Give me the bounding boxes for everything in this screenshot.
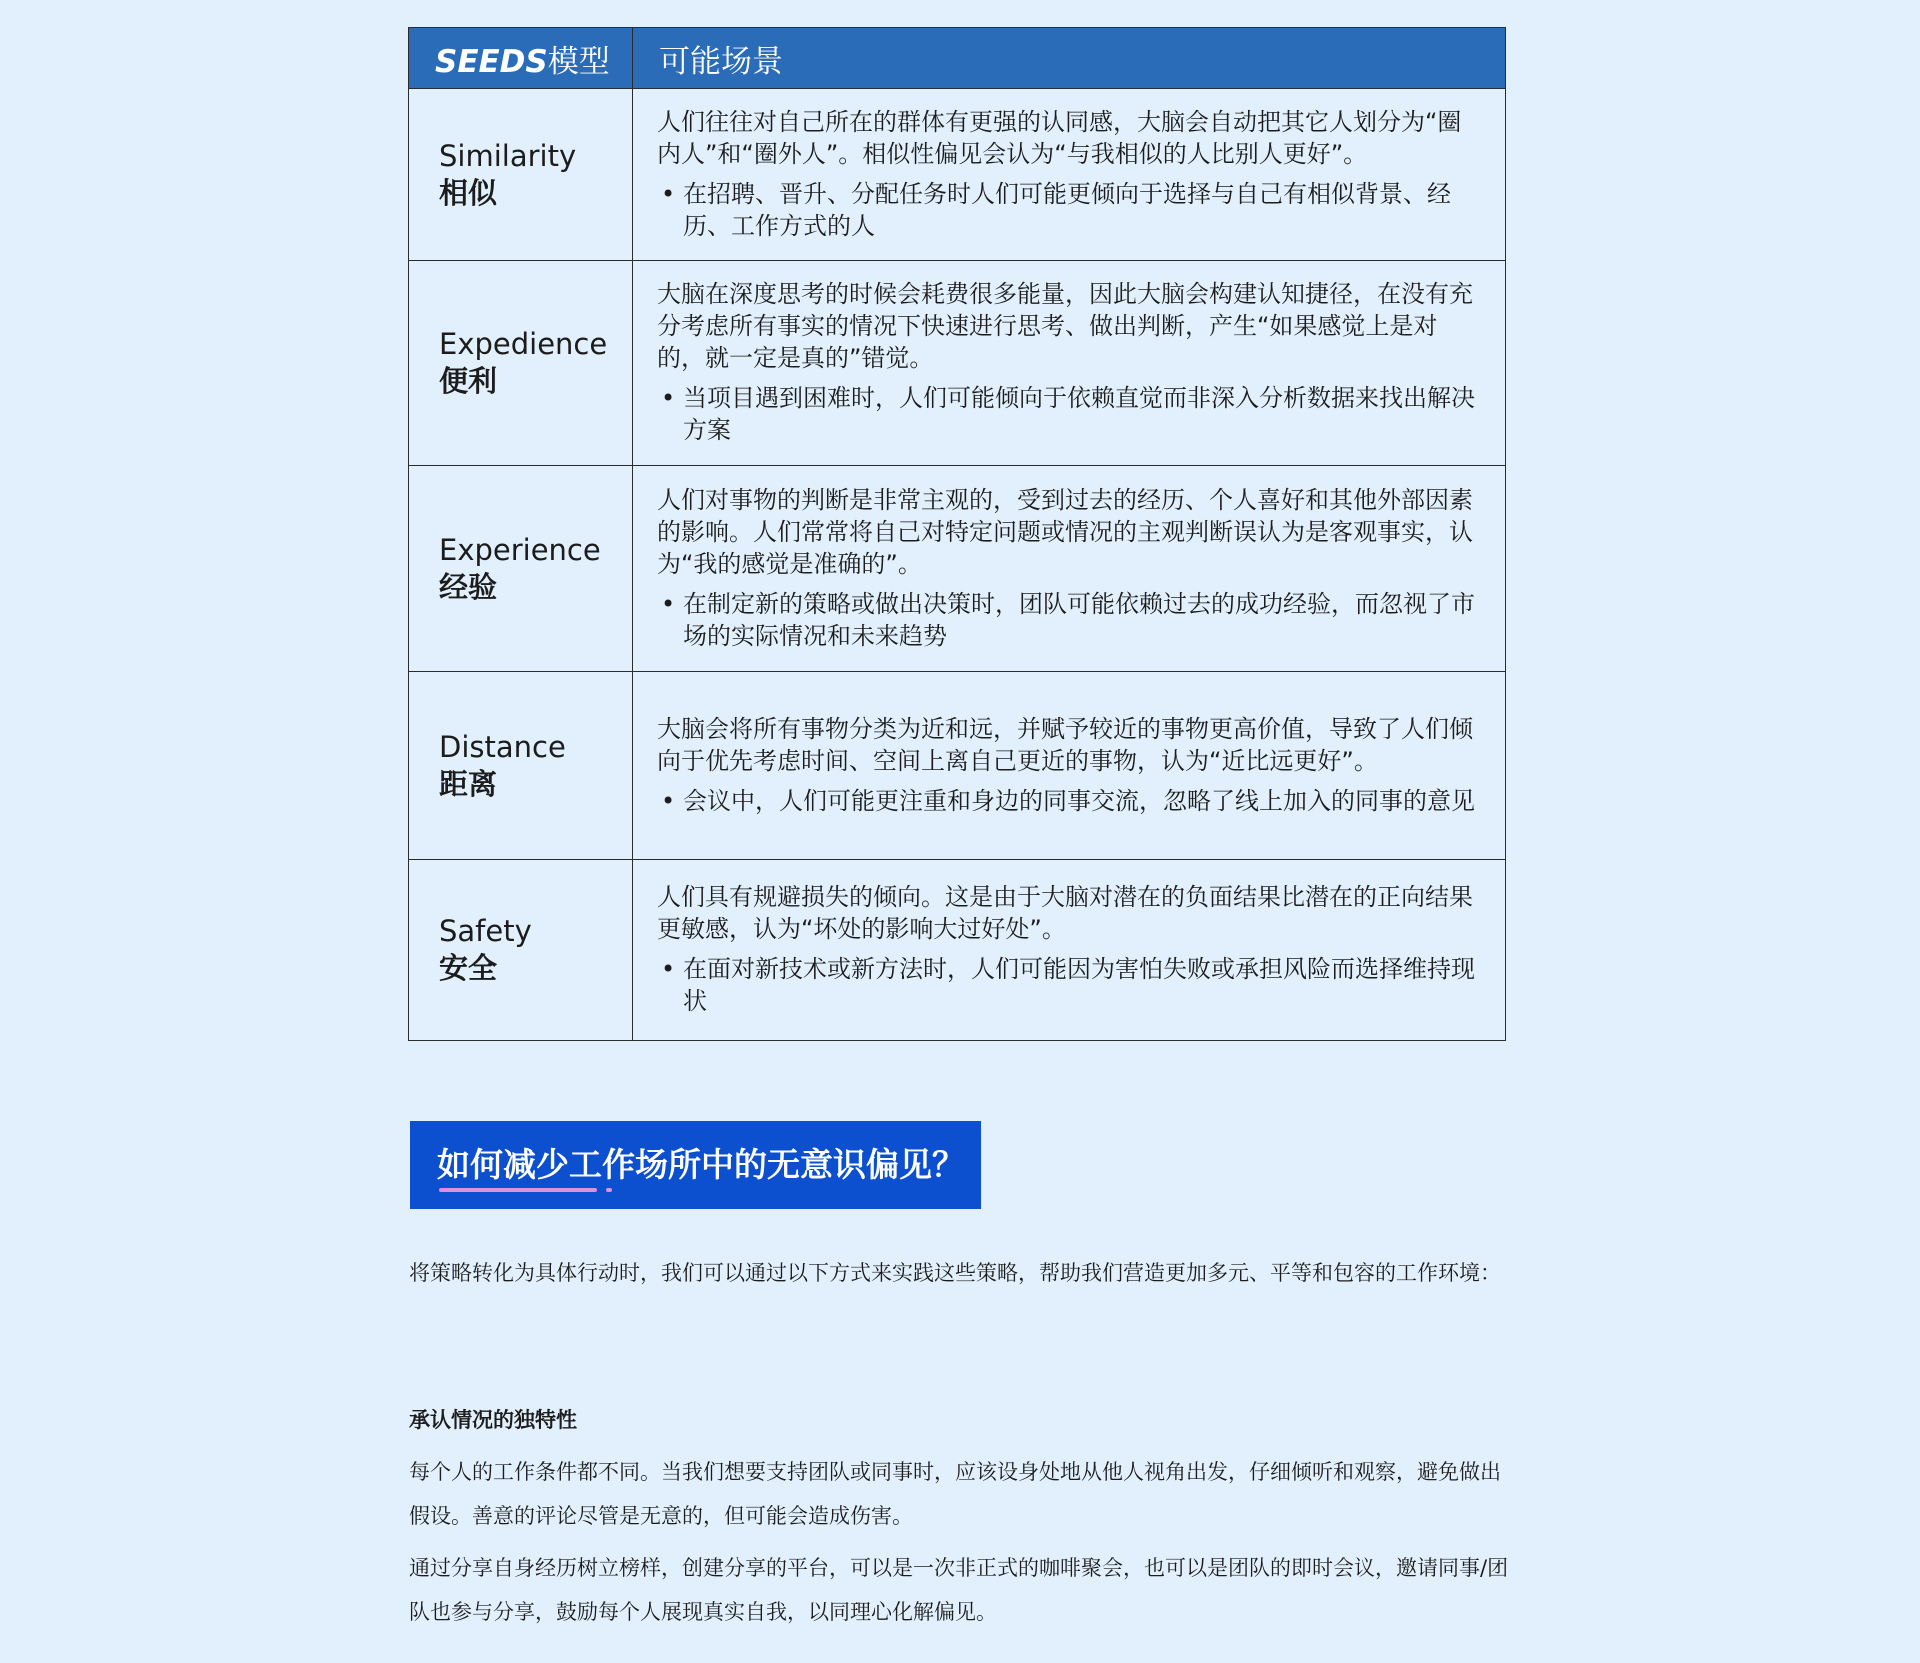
section-title bbox=[410, 1121, 981, 1209]
scenario-bullet-text: 当项目遇到困难时，人们可能倾向于依赖直觉而非深入分析数据来找出解决方案 bbox=[683, 384, 1475, 444]
table-row-safety bbox=[409, 860, 1506, 1041]
model-cell bbox=[409, 860, 633, 1041]
scenario-cell bbox=[633, 860, 1506, 1041]
scenario-bullet bbox=[657, 382, 1481, 446]
body-paragraph-1 bbox=[409, 1450, 1509, 1538]
model-cell bbox=[409, 261, 633, 466]
scenario-cell bbox=[633, 89, 1506, 261]
scenario-cell bbox=[633, 672, 1506, 860]
scenario-bullet bbox=[657, 785, 1481, 817]
table-row-expedience bbox=[409, 261, 1506, 466]
scenario-description: 大脑会将所有事物分类为近和远，并赋予较近的事物更高价值，导致了人们倾向于优先考虑时间、空间上离自己更近的事物，认为“近比远更好”。 bbox=[657, 714, 1473, 775]
table-header-row bbox=[409, 28, 1506, 89]
scenario-description: 人们对事物的判断是非常主观的，受到过去的经历、个人喜好和其他外部因素的影响。人们常常将自己对特定问题或情况的主观判断误认为是客观事实，认为“我的感觉是准确的”。 bbox=[657, 485, 1473, 578]
model-zh: 安全 bbox=[439, 951, 498, 985]
header-scenario: 可能场景 bbox=[633, 28, 1506, 89]
scenario-bullet-text: 在制定新的策略或做出决策时，团队可能依赖过去的成功经验，而忽视了市场的实际情况和未来趋势 bbox=[683, 589, 1475, 650]
scenario-bullet bbox=[657, 178, 1481, 242]
scenario-bullet bbox=[657, 588, 1481, 652]
model-en: Safety bbox=[439, 914, 532, 948]
intro-text: 将策略转化为具体行动时，我们可以通过以下方式来实践这些策略，帮助我们营造更加多元、平等和包容的工作环境： bbox=[409, 1261, 1501, 1285]
scenario-cell bbox=[633, 261, 1506, 466]
scenario-description: 人们具有规避损失的倾向。这是由于大脑对潜在的负面结果比潜在的正向结果更敏感，认为“坏处的影响大过好处”。 bbox=[657, 883, 1473, 943]
model-cell bbox=[409, 89, 633, 261]
scenario-cell bbox=[633, 466, 1506, 672]
seeds-table-container bbox=[408, 27, 1505, 1041]
model-zh: 相似 bbox=[439, 175, 498, 210]
model-en: Expedience bbox=[439, 327, 608, 361]
scenario-description: 人们往往对自己所在的群体有更强的认同感，大脑会自动把其它人划分为“圈内人”和“圈外人”。相似性偏见会认为“与我相似的人比别人更好”。 bbox=[657, 107, 1462, 168]
scenario-bullet-text: 会议中，人们可能更注重和身边的同事交流，忽略了线上加入的同事的意见 bbox=[683, 786, 1475, 815]
model-cell bbox=[409, 672, 633, 860]
model-cell bbox=[409, 466, 633, 672]
model-zh: 距离 bbox=[439, 766, 498, 801]
model-zh: 经验 bbox=[439, 569, 498, 604]
header-model bbox=[409, 28, 633, 89]
scenario-bullet-text: 在面对新技术或新方法时，人们可能因为害怕失败或承担风险而选择维持现状 bbox=[683, 955, 1475, 1015]
header-model-word: 模型 bbox=[547, 43, 610, 80]
bullet-dot-icon: • bbox=[661, 179, 676, 208]
seeds-table bbox=[408, 27, 1506, 1041]
model-en: Similarity bbox=[439, 138, 577, 173]
table-row-distance bbox=[409, 672, 1506, 860]
header-seeds-word: SEEDS bbox=[435, 43, 548, 80]
section-title-text: 如何减少工作场所中的无意识偏见？ bbox=[437, 1145, 965, 1184]
model-en: Distance bbox=[439, 729, 566, 764]
title-underline-dot bbox=[606, 1188, 612, 1192]
bullet-dot-icon: • bbox=[661, 955, 676, 983]
bullet-dot-icon: • bbox=[661, 786, 676, 815]
scenario-description: 大脑在深度思考的时候会耗费很多能量，因此大脑会构建认知捷径，在没有充分考虑所有事实的情况下快速进行思考、做出判断，产生“如果感觉上是对的，就一定是真的”错觉。 bbox=[657, 280, 1473, 372]
bullet-dot-icon: • bbox=[661, 384, 676, 412]
bullet-dot-icon: • bbox=[661, 589, 676, 618]
scenario-bullet bbox=[657, 953, 1481, 1017]
title-underline bbox=[439, 1188, 597, 1192]
model-zh: 便利 bbox=[439, 364, 498, 398]
sub-heading: 承认情况的独特性 bbox=[409, 1408, 577, 1432]
scenario-bullet-text: 在招聘、晋升、分配任务时人们可能更倾向于选择与自己有相似背景、经历、工作方式的人 bbox=[683, 179, 1451, 240]
table-row-experience bbox=[409, 466, 1506, 672]
intro-paragraph bbox=[409, 1251, 1509, 1295]
body-paragraph-2 bbox=[409, 1546, 1509, 1634]
body-paragraph-text: 每个人的工作条件都不同。当我们想要支持团队或同事时，应该设身处地从他人视角出发，仔细倾听和观察，避免做出假设。善意的评论尽管是无意的，但可能会造成伤害。 bbox=[409, 1460, 1501, 1528]
table-row-similarity bbox=[409, 89, 1506, 261]
body-paragraph-text: 通过分享自身经历树立榜样，创建分享的平台，可以是一次非正式的咖啡聚会，也可以是团队的即时会议，邀请同事/团队也参与分享，鼓励每个人展现真实自我，以同理心化解偏见。 bbox=[409, 1556, 1509, 1624]
model-en: Experience bbox=[439, 532, 601, 567]
